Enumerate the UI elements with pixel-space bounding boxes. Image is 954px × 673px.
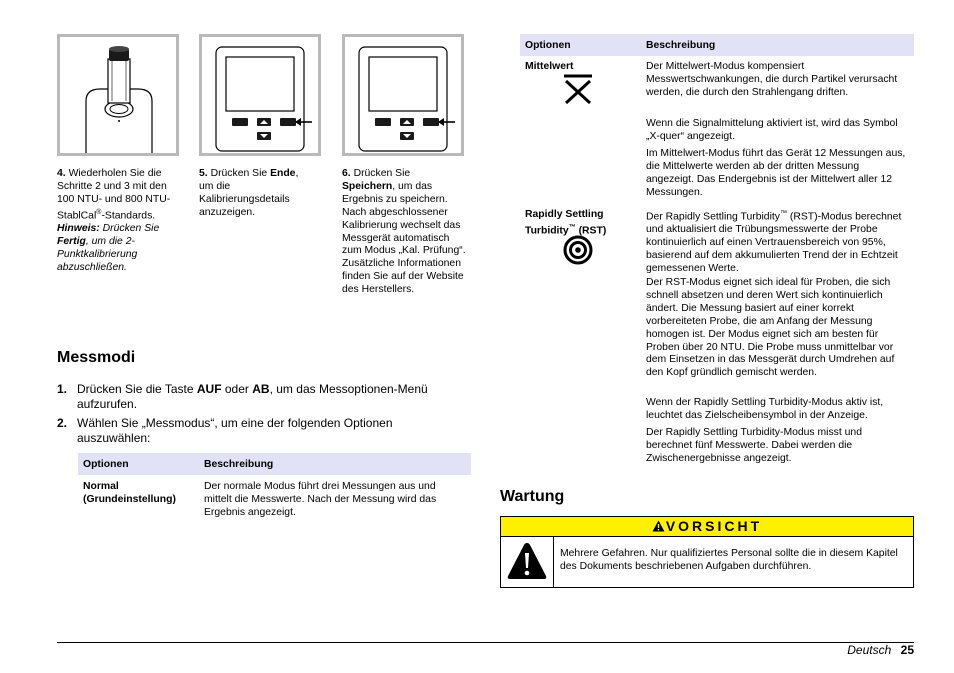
rst-p1-rest: (RST)-Modus berechnet und aktualisiert die Trübungsmesswerte der Probe kontinuierlich auf einen Vertrauensbereich von 95%, basierend auf dem akkumulierten Trend der in Echtzeit gemessenen Werte.: [646, 211, 902, 275]
rst-paragraph-2: Der RST-Modus eignet sich ideal für Proben, die sich schnell absetzen und deren Wert sich kontinuierlich ändert. Die Messung basiert auf einer korrekt vorbereiteten Probe, die am Anfang der Messung homogen ist. Der Modus eignet sich am besten für Proben über 20 NTU. Die Probe muss unmittelbar vor dem Einsetzen in das Messgerät durch Umdrehen auf den Kopf gründlich gemischt werden.: [646, 277, 895, 379]
caption-text: Drücken Sie: [210, 168, 268, 179]
caption-step-6: [342, 168, 466, 297]
target-icon: [563, 235, 593, 265]
step-number: 6.: [342, 168, 351, 179]
note-label: Hinweis:: [57, 223, 100, 235]
step-text: Wählen Sie „Messmodus“, um eine der folgenden Optionen auszuwählen:: [77, 416, 393, 445]
caption-text: Wiederholen Sie die Schritte 2 und 3 mit den 100 NTU- und 800 NTU-StablCal: [57, 168, 171, 222]
x-bar-icon: [562, 74, 594, 104]
warning-label: VORSICHT: [665, 518, 763, 534]
step-text: Drücken Sie die Taste: [77, 382, 194, 396]
figure-insert-sample-cell: [57, 34, 179, 156]
warning-body: [500, 536, 914, 588]
footer-language: Deutsch: [847, 643, 892, 657]
note-bold: Fertig: [57, 236, 86, 247]
step-text-or: oder: [224, 382, 249, 396]
note-text: Drücken Sie: [102, 223, 160, 235]
key-down: AB: [252, 382, 270, 396]
caption-step-4: [57, 168, 182, 275]
caption-bold: Speichern: [342, 180, 393, 192]
trademark-mark: ™: [779, 210, 787, 217]
table-header-right: [520, 34, 914, 56]
warning-text: Mehrere Gefahren. Nur qualifiziertes Personal sollte die in diesem Kapitel des Dokuments beschriebenen Aufgaben durchführen.: [560, 548, 898, 572]
column-header-description: Beschreibung: [646, 40, 716, 51]
column-header-description: Beschreibung: [204, 459, 274, 470]
step-number: 1.: [57, 382, 68, 396]
caption-step-5: [199, 168, 311, 220]
table-cell-description: Der normale Modus führt drei Messungen aus und mittelt die Messwerte. Nach der Messung wird das Ergebnis angezeigt.: [204, 481, 437, 518]
section-heading-messmodi: Messmodi: [57, 349, 136, 366]
footer-rule: [57, 642, 914, 643]
section-heading-wartung: Wartung: [500, 488, 565, 505]
step-number: 5.: [199, 168, 208, 179]
rst-option-abbrev: (RST): [578, 225, 607, 237]
table-cell-option-rst: [525, 209, 635, 238]
column-header-options: Optionen: [83, 459, 129, 470]
step-2: [57, 416, 467, 446]
hazard-icon: [506, 541, 548, 581]
caption-text-end: , um das Ergebnis zu speichern. Nach abgeschlossener Kalibrierung wechselt das Messgerät automatisch zum Modus „Kal. Prüfung“. Zusätzliche Informationen finden Sie auf der Website des Herstellers.: [342, 180, 466, 296]
mittelwert-paragraph-2: Wenn die Signalmittelung aktiviert ist, wird das Symbol „X-quer“ angezeigt.: [646, 118, 898, 142]
footer: [847, 643, 914, 657]
warning-divider: [553, 536, 554, 587]
caption-bold: Ende: [270, 168, 296, 179]
step-number: 4.: [57, 168, 66, 179]
rst-paragraph-4: Der Rapidly Settling Turbidity-Modus misst und berechnet fünf Messwerte. Dabei werden die Zwischenergebnisse angezeigt.: [646, 427, 862, 464]
step-text-end: , um das Messoptionen-Menü aufzurufen.: [77, 382, 428, 411]
warning-triangle-icon: [652, 520, 665, 532]
page-number: 25: [900, 643, 914, 657]
rst-paragraph-1: [646, 208, 912, 276]
caption-text: Drücken Sie: [353, 168, 411, 179]
note-text-end: , um die 2-Punktkalibrierung abzuschließen.: [57, 236, 138, 273]
column-header-options: Optionen: [525, 40, 571, 51]
key-up: AUF: [196, 382, 222, 396]
mittelwert-paragraph-1: Der Mittelwert-Modus kompensiert Messwertschwankungen, die durch Partikel verursacht werden, die durch den Strahlengang driften.: [646, 61, 898, 98]
caption-text-end: -Standards.: [101, 210, 156, 222]
table-header-left: [78, 453, 471, 475]
step-1: [57, 382, 467, 412]
table-cell-option: Normal (Grundeinstellung): [83, 481, 176, 505]
rst-p1-start: Der Rapidly Settling Turbidity: [646, 211, 780, 223]
table-cell-option-mittelwert: Mittelwert: [525, 61, 574, 72]
registered-mark: ®: [96, 208, 102, 216]
caption-text-end: , um die Kalibrierungsdetails anzuzeigen.: [199, 168, 299, 218]
rst-option-text: Rapidly Settling Turbidity: [525, 209, 604, 237]
figure-press-save: [342, 34, 464, 156]
rst-paragraph-3: Wenn der Rapidly Settling Turbidity-Modus aktiv ist, leuchtet das Zielscheibensymbol in der Anzeige.: [646, 397, 884, 421]
trademark-mark: ™: [568, 223, 576, 231]
figure-press-end: [199, 34, 321, 156]
mittelwert-paragraph-3: Im Mittelwert-Modus führt das Gerät 12 Messungen aus, die Mittelwerte werden ab der dritten Messung angezeigt. Das Endergebnis ist der Mittelwert aller 12 Messungen.: [646, 148, 906, 198]
warning-header: [500, 516, 914, 537]
step-number: 2.: [57, 416, 68, 430]
